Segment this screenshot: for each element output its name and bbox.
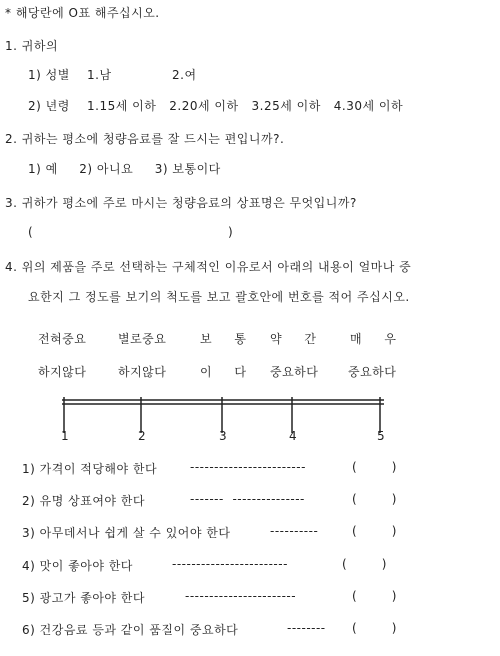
q4-item-text: 2) 유명 상표여야 한다 xyxy=(22,494,145,508)
q4-item-answer: ( ) xyxy=(352,589,397,603)
q3-answer-close: ) xyxy=(228,225,234,239)
scale-number-4: 4 xyxy=(289,429,298,443)
q4-item-dashes: ------- --------------- xyxy=(190,492,305,506)
q4-item-dashes: ------------------------ xyxy=(172,557,288,571)
q4-item-answer: ( ) xyxy=(352,460,397,474)
q4-item-text: 6) 건강음료 등과 같이 품질이 중요하다 xyxy=(22,623,239,637)
q1-age-label: 2) 년령 xyxy=(28,99,70,113)
q4-item-answer: ( ) xyxy=(342,557,387,571)
q4-item-dashes: ------------------------ xyxy=(190,460,306,474)
q3-answer-open: ( xyxy=(28,225,34,239)
q1-gender-label: 1) 성별 xyxy=(28,68,70,82)
q4-label-line1: 4. 위의 제품을 주로 선택하는 구체적인 이유로서 아래의 내용이 얼마나 중 xyxy=(5,260,412,274)
q1-gender-opt2: 2.여 xyxy=(172,68,197,82)
scale-label-4-bottom: 중요하다 xyxy=(270,365,319,379)
q4-item-dashes: -------- xyxy=(287,621,326,635)
q3-label: 3. 귀하가 평소에 주로 마시는 청량음료의 상표명은 무엇입니까? xyxy=(5,196,357,210)
scale-label-2-top: 별로중요 xyxy=(118,332,167,346)
scale-number-5: 5 xyxy=(377,429,386,443)
q4-item-text: 1) 가격이 적당해야 한다 xyxy=(22,462,158,476)
scale-label-1-top: 전혀중요 xyxy=(38,332,87,346)
scale-label-1-bottom: 하지않다 xyxy=(38,365,87,379)
q2-options: 1) 예 2) 아니요 3) 보통이다 xyxy=(28,162,221,176)
scale-number-3: 3 xyxy=(219,429,228,443)
q4-item-answer: ( ) xyxy=(352,492,397,506)
q4-item-answer: ( ) xyxy=(352,524,397,538)
scale-label-3-bottom: 이 다 xyxy=(200,365,247,379)
q1-age-options: 1.15세 이하 2.20세 이하 3.25세 이하 4.30세 이하 xyxy=(87,99,404,113)
q4-label-line2: 요한지 그 정도를 보기의 척도를 보고 괄호안에 번호를 적어 주십시오. xyxy=(28,290,410,304)
scale-label-5-bottom: 중요하다 xyxy=(348,365,397,379)
scale-number-1: 1 xyxy=(61,429,70,443)
q4-item-text: 3) 아무데서나 쉽게 살 수 있어야 한다 xyxy=(22,526,231,540)
q4-item-answer: ( ) xyxy=(352,621,397,635)
q4-item-text: 4) 맛이 좋아야 한다 xyxy=(22,559,133,573)
q1-gender-opt1: 1.남 xyxy=(87,68,112,82)
q4-item-text: 5) 광고가 좋아야 한다 xyxy=(22,591,145,605)
q4-item-dashes: ---------- xyxy=(270,524,319,538)
scale-label-4-top: 약 간 xyxy=(270,332,317,346)
scale-label-3-top: 보 통 xyxy=(200,332,247,346)
q1-label: 1. 귀하의 xyxy=(5,39,59,53)
scale-number-2: 2 xyxy=(138,429,147,443)
q2-label: 2. 귀하는 평소에 청량음료를 잘 드시는 편입니까?. xyxy=(5,132,285,146)
scale-label-2-bottom: 하지않다 xyxy=(118,365,167,379)
q4-item-dashes: ----------------------- xyxy=(185,589,297,603)
instruction-text: * 해당란에 O표 해주십시오. xyxy=(5,6,160,20)
scale-label-5-top: 매 우 xyxy=(350,332,397,346)
